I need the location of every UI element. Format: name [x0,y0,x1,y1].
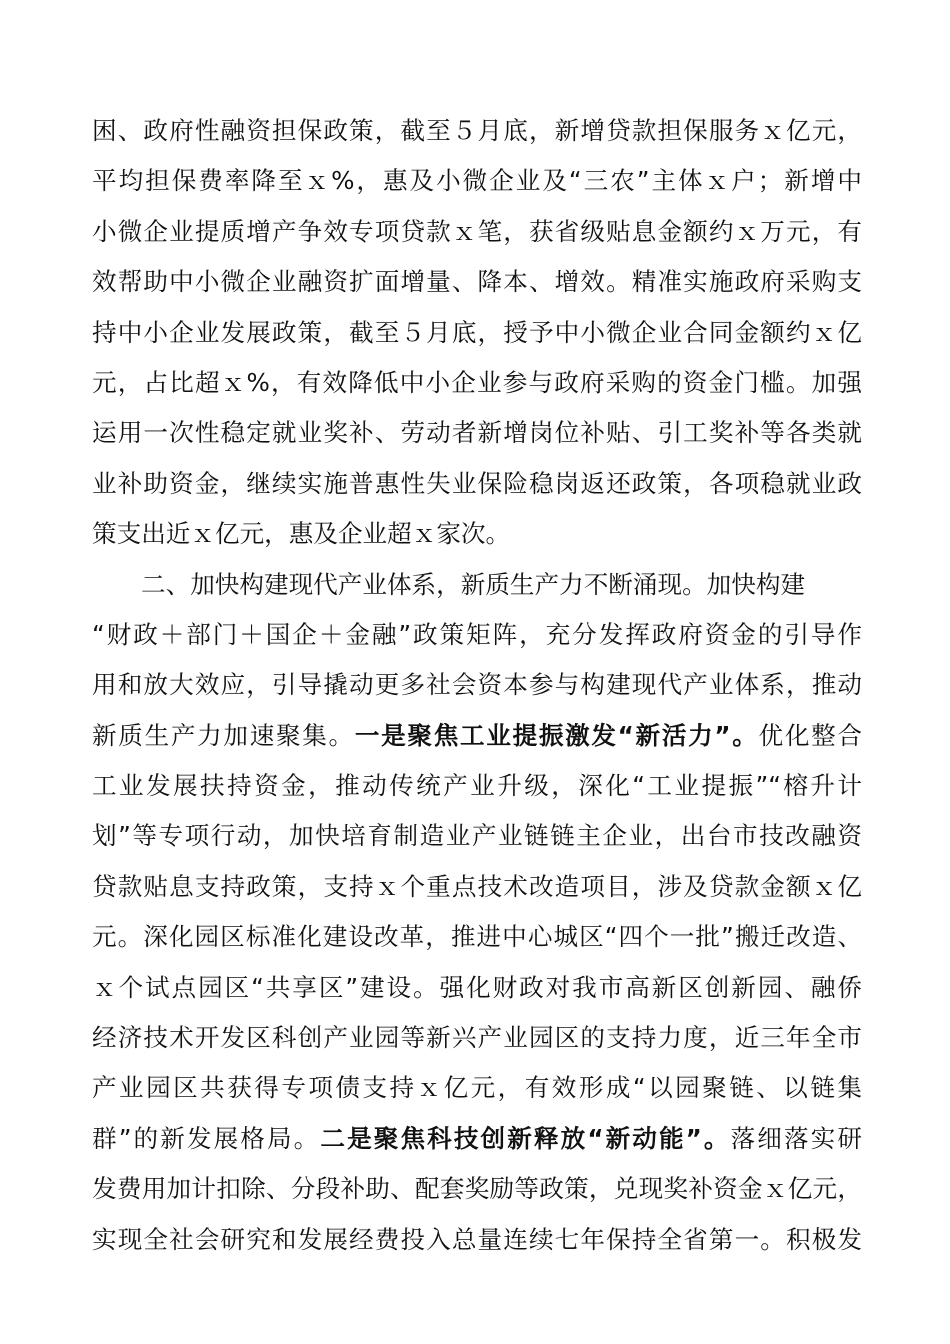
text-line [92,509,862,559]
text-line [92,358,862,408]
paragraph [92,560,862,1265]
body-text: 落细落实研 [730,1123,862,1153]
body-text: 策支出近ｘ亿元，惠及企业超ｘ家次。 [92,519,511,549]
text-line [92,156,862,206]
text-line [92,610,862,660]
document-body [92,106,862,1265]
body-text: 平均担保费率降至ｘ%，惠及小微企业及“三农”主体ｘ户；新增中 [92,166,862,196]
text-line [92,308,862,358]
text-line [92,257,862,307]
body-text: 元，占比超ｘ%，有效降低中小企业参与政府采购的资金门槛。加强 [92,367,862,397]
text-line [92,660,862,710]
body-text: 困、政府性融资担保政策，截至５月底，新增贷款担保服务ｘ亿元， [92,116,862,145]
text-line [92,459,862,509]
body-text: 划”等专项行动，加快培育制造业产业链链主企业，出台市技改融资 [92,821,862,851]
body-text: 持中小企业发展政策，截至５月底，授予中小微企业合同金额约ｘ亿 [92,317,862,347]
body-text: ｘ个试点园区“共享区”建设。强化财政对我市高新区创新园、融侨 [92,972,862,1002]
bold-heading-text: 二是聚焦科技创新释放“新动能”。 [320,1123,731,1153]
body-text: 元。深化园区标准化建设改革，推进中心城区“四个一批”搬迁改造、 [92,922,862,952]
text-line [92,1114,862,1164]
body-text: 发费用加计扣除、分段补助、配套奖励等政策，兑现奖补资金ｘ亿元， [92,1174,862,1204]
body-text: 效帮助中小微企业融资扩面增量、降本、增效。精准实施政府采购支 [92,267,862,297]
body-text: “财政＋部门＋国企＋金融”政策矩阵，充分发挥政府资金的引导作 [92,619,862,649]
body-text: 新质生产力加速聚集。 [92,720,355,750]
text-line [92,912,862,962]
text-line [92,711,862,761]
body-text: 经济技术开发区科创产业园等新兴产业园区的支持力度，近三年全市 [92,1023,862,1053]
paragraph [92,106,862,560]
body-text: 群”的新发展格局。 [92,1123,321,1153]
document-page [92,106,862,1265]
text-line [92,1215,862,1265]
body-text: 优化整合 [758,720,862,750]
body-text: 小微企业提质增产争效专项贷款ｘ笔，获省级贴息金额约ｘ万元，有 [92,216,862,246]
body-text: 业补助资金，继续实施普惠性失业保险稳岗返还政策，各项稳就业政 [92,468,862,498]
body-text: 二、加快构建现代产业体系，新质生产力不断涌现。加快构建 [141,569,806,599]
body-text: 用和放大效应，引导撬动更多社会资本参与构建现代产业体系，推动 [92,670,862,700]
text-line [92,1164,862,1214]
body-text: 贷款贴息支持政策，支持ｘ个重点技术改造项目，涉及贷款金额ｘ亿 [92,871,862,901]
body-text: 产业园区共获得专项债支持ｘ亿元，有效形成“以园聚链、以链集 [92,1073,862,1103]
text-line [92,811,862,861]
text-line [92,207,862,257]
body-text: 实现全社会研究和发展经费投入总量连续七年保持全省第一。积极发 [92,1224,862,1254]
text-line [92,1063,862,1113]
text-line [92,408,862,458]
bold-heading-text: 一是聚焦工业提振激发“新活力”。 [354,720,759,750]
body-text: 工业发展扶持资金，推动传统产业升级，深化“工业提振”“榕升计 [92,771,862,801]
text-line [92,1013,862,1063]
text-line [92,963,862,1013]
text-line [92,106,862,156]
text-line [92,560,862,610]
text-line [92,761,862,811]
body-text: 运用一次性稳定就业奖补、劳动者新增岗位补贴、引工奖补等各类就 [92,418,862,448]
text-line [92,862,862,912]
